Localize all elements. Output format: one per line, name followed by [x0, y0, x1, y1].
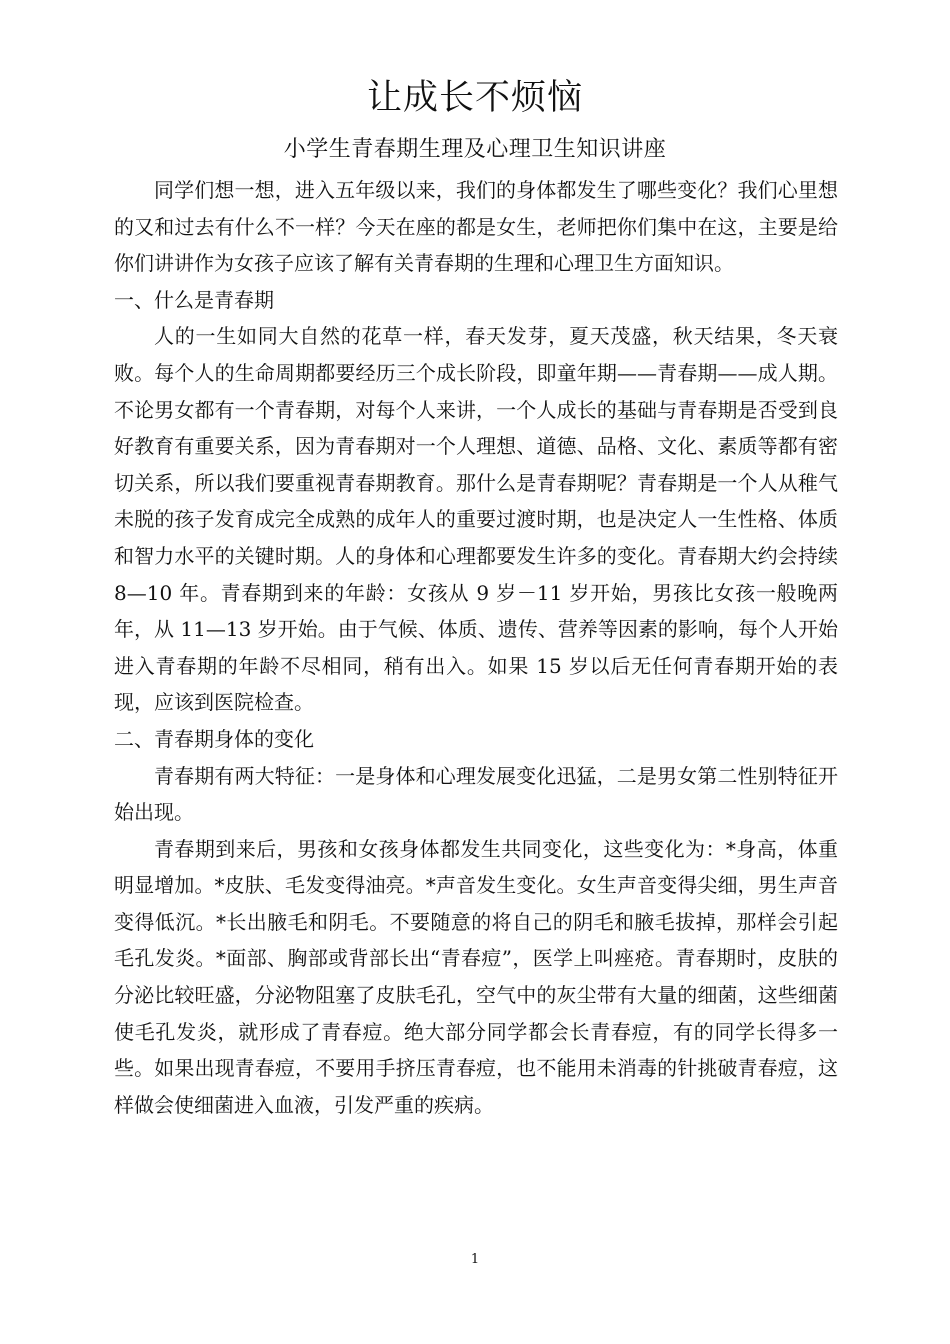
section-heading-1: 一、什么是青春期: [114, 287, 274, 312]
section-2-paragraph-2: 青春期到来后，男孩和女孩身体都发生共同变化，这些变化为：*身高，体重明显增加。*皮肤、毛发变得油亮。*声音发生变化。女生声音变得尖细，男生声音变得低沉。*长出腋毛和阴毛。不要随意的将自己的阴毛和腋毛拔掉，那样会引起毛孔发炎。*面部、胸部或背部长出“青春痘”，医学上叫痤疮。青春期时，皮肤的分泌比较旺盛，分泌物阻塞了皮肤毛孔，空气中的灰尘带有大量的细菌，这些细菌使毛孔发炎，就形成了青春痘。绝大部分同学都会长青春痘，有的同学长得多一些。如果出现青春痘，不要用手挤压青春痘，也不能用未消毒的针挑破青春痘，这样做会使细菌进入血液，引发严重的疾病。: [114, 836, 838, 1117]
page-number: 1: [470, 1252, 480, 1267]
intro-paragraph: 同学们想一想，进入五年级以来，我们的身体都发生了哪些变化？我们心里想的又和过去有什么不一样？今天在座的都是女生，老师把你们集中在这，主要是给你们讲讲作为女孩子应该了解有关青春期的生理和心理卫生方面知识。: [114, 178, 838, 276]
section-1-paragraph: 人的一生如同大自然的花草一样，春天发芽，夏天茂盛，秋天结果，冬天衰败。每个人的生命周期都要经历三个成长阶段，即童年期——青春期——成人期。不论男女都有一个青春期，对每个人来讲，一个人成长的基础与青春期是否受到良好教育有重要关系，因为青春期对一个人理想、道德、品格、文化、素质等都有密切关系，所以我们要重视青春期教育。那什么是青春期呢？青春期是一个人从稚气未脱的孩子发育成完全成熟的成年人的重要过渡时期，也是决定人一生性格、体质和智力水平的关键时期。人的身体和心理都要发生许多的变化。青春期大约会持续 8—10 年。青春期到来的年龄：女孩从 9 岁－11 岁开始，男孩比女孩一般晚两年，从 11—13 岁开始。由于气候、体质、遗传、营养等因素的影响，每个人开始进入青春期的年龄不尽相同，稍有出入。如果 15 岁以后无任何青春期开始的表现，应该到医院检查。: [114, 324, 838, 715]
section-2-paragraph-1: 青春期有两大特征：一是身体和心理发展变化迅猛，二是男女第二性别特征开始出现。: [114, 763, 838, 825]
document-body: [114, 172, 838, 1123]
document-subtitle: 小学生青春期生理及心理卫生知识讲座: [283, 137, 667, 162]
section-heading-2: 二、青春期身体的变化: [114, 726, 314, 751]
document-title: 让成长不烦恼: [366, 78, 583, 118]
